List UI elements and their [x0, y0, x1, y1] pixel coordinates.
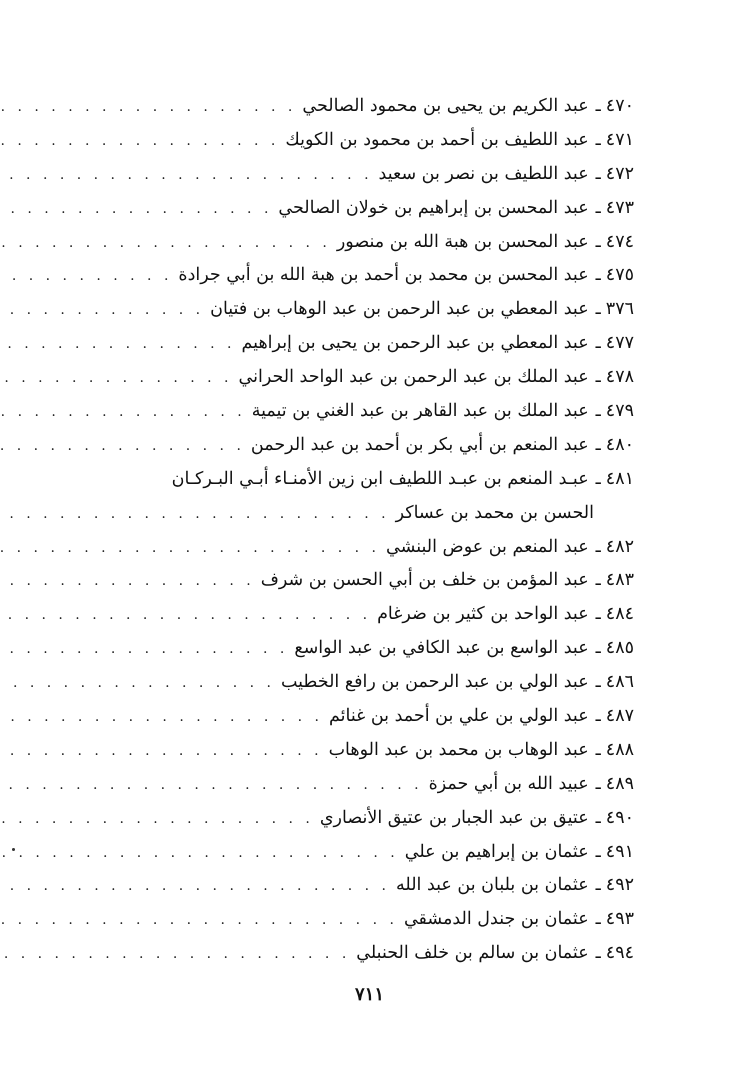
toc-entry — [112, 836, 634, 870]
toc-entry — [112, 768, 634, 802]
dot-leader — [0, 227, 331, 261]
dot-leader — [0, 870, 390, 904]
entry-title: عبد الملك بن عبد الرحمن بن عبد الواحد الحراني — [238, 367, 589, 388]
entry-number: ٤٨٧ — [605, 706, 634, 727]
toc-entry — [112, 463, 634, 497]
entry-title: عبد اللطيف بن نصر بن سعيد — [378, 163, 589, 184]
entry-number: ٤٧٠ — [605, 96, 634, 116]
toc-entry — [112, 598, 634, 632]
entry-title: عثمان بن بلبان بن عبد الله — [396, 875, 589, 896]
entry-title: عبد المحسن بن محمد بن أحمد بن هبة الله بن أبي جرادة — [178, 265, 589, 286]
entry-title: عبد الواسع بن عبد الكافي بن عبد الواسع — [294, 638, 589, 659]
entry-title: عبـد المنعم بن عبـد اللطيف ابن زين الأمنـاء أبـي البـركـان — [171, 468, 589, 489]
dot-leader — [0, 430, 245, 464]
dot-leader — [0, 91, 296, 125]
entry-number: ٤٨٣ — [605, 570, 634, 591]
toc-entry — [112, 531, 634, 565]
entry-title: عثمان بن سالم بن خلف الحنبلي — [356, 943, 589, 964]
entry-number: ٤٨١ — [605, 468, 634, 489]
entry-number: ٤٧١ — [605, 129, 634, 150]
toc-entry — [112, 192, 634, 226]
entry-dash: ـ — [595, 875, 601, 896]
entry-number: ٤٨٦ — [605, 672, 634, 693]
dot-leader — [0, 837, 399, 871]
dot-leader — [0, 904, 398, 938]
dot-leader — [0, 125, 279, 159]
entry-dash: ـ — [595, 706, 601, 727]
entry-number: ٤٨٥ — [605, 638, 634, 659]
toc-entry — [112, 327, 634, 361]
toc-entry — [112, 158, 634, 192]
entry-title: عبد المحسن بن هبة الله بن منصور — [336, 231, 589, 252]
entry-dash: ـ — [595, 401, 601, 422]
entry-number: ٤٩٤ — [605, 943, 634, 964]
entry-title: عثمان بن جندل الدمشقي — [403, 909, 589, 930]
dot-leader — [0, 735, 323, 769]
entry-number: ٤٧٢ — [605, 163, 634, 184]
entry-dash: ـ — [595, 231, 601, 252]
toc-entry — [112, 395, 634, 429]
entry-title: عبد المنعم بن أبي بكر بن أحمد بن عبد الرحمن — [250, 434, 589, 455]
entry-number: ٤٧٩ — [605, 401, 634, 422]
dot-leader — [0, 193, 272, 227]
entry-number: ٤٧٧ — [605, 333, 634, 354]
entry-dash: ـ — [595, 197, 601, 218]
toc-entry — [112, 293, 634, 327]
toc-entry — [112, 869, 634, 903]
entry-title: عبد الواحد بن كثير بن ضرغام — [377, 604, 589, 625]
dot-leader — [0, 159, 373, 193]
entry-dash: ـ — [595, 333, 601, 354]
entry-number: ٤٨٢ — [605, 536, 634, 557]
entry-dash: ـ — [595, 265, 601, 286]
toc-entry — [112, 226, 634, 260]
entry-dash: ـ — [595, 163, 601, 184]
entry-title: عبد الملك بن عبد القاهر بن عبد الغني بن تيمية — [251, 401, 589, 422]
entry-dash: ـ — [595, 807, 601, 828]
entry-dash: ـ — [595, 672, 601, 693]
entry-number: ٤٧٣ — [605, 197, 634, 218]
entry-title-continuation: الحسن بن محمد بن عساكر — [395, 502, 594, 523]
dot-leader — [0, 565, 255, 599]
entry-number: ٤٧٥ — [605, 265, 634, 286]
dot-leader — [0, 701, 323, 735]
toc-entry-continuation — [112, 497, 634, 531]
dot-leader — [0, 328, 236, 362]
dot-leader — [0, 498, 390, 532]
entry-dash: ـ — [595, 468, 601, 489]
entry-number: ٤٨٤ — [605, 604, 634, 625]
dot-leader — [0, 532, 380, 566]
entry-number: ٤٩٣ — [605, 909, 634, 930]
entry-number: ٤٩١ — [605, 841, 634, 862]
toc-entry — [112, 124, 634, 158]
dot-leader — [0, 362, 233, 396]
entry-title: عبد المنعم بن عوض البنشي — [386, 536, 589, 557]
entry-dash: ـ — [595, 129, 601, 150]
toc-entry — [112, 564, 634, 598]
toc-entry — [112, 429, 634, 463]
dot-leader — [0, 667, 275, 701]
toc-entry — [112, 361, 634, 395]
entry-number: ٤٨٩ — [605, 773, 634, 794]
table-of-contents — [112, 90, 634, 971]
entry-title: عبيد الله بن أبي حمزة — [428, 773, 589, 794]
entry-dash: ـ — [595, 604, 601, 625]
entry-dash: ـ — [595, 536, 601, 557]
entry-dash: ـ — [595, 434, 601, 455]
dot-leader — [0, 938, 350, 972]
entry-dash: ـ — [595, 909, 601, 930]
toc-entry — [112, 937, 634, 971]
toc-entry — [112, 700, 634, 734]
entry-dash: ـ — [595, 739, 601, 760]
scan-speck — [12, 848, 15, 851]
entry-number: ٤٨٠ — [605, 434, 634, 455]
entry-dash: ـ — [595, 638, 601, 659]
dot-leader — [0, 599, 371, 633]
entry-dash: ـ — [595, 367, 601, 388]
entry-dash: ـ — [595, 299, 601, 320]
page-number: ٧١١ — [354, 984, 384, 1005]
entry-title: عبد الكريم بن يحيى بن محمود الصالحي — [302, 96, 589, 116]
entry-number: ٤٨٨ — [605, 739, 634, 760]
entry-number: ٤٩٢ — [605, 875, 634, 896]
toc-entry — [112, 903, 634, 937]
entry-number: ٤٩٠ — [605, 807, 634, 828]
entry-number: ٤٧٨ — [605, 367, 634, 388]
entry-title: عبد المعطي بن عبد الرحمن بن عبد الوهاب بن فتيان — [210, 299, 589, 320]
toc-entry — [112, 666, 634, 700]
dot-leader — [0, 294, 204, 328]
toc-entry — [112, 632, 634, 666]
entry-title: عبد الوهاب بن محمد بن عبد الوهاب — [328, 739, 589, 760]
dot-leader — [0, 260, 172, 294]
entry-dash: ـ — [595, 841, 601, 862]
toc-entry — [112, 259, 634, 293]
entry-dash: ـ — [595, 773, 601, 794]
entry-number: ٣٧٦ — [605, 299, 634, 320]
entry-title: عثمان بن إبراهيم بن علي — [404, 841, 589, 862]
entry-dash: ـ — [595, 943, 601, 964]
entry-title: عبد الولي بن علي بن أحمد بن غنائم — [328, 706, 589, 727]
entry-title: عبد المؤمن بن خلف بن أبي الحسن بن شرف — [260, 570, 589, 591]
entry-number: ٤٧٤ — [605, 231, 634, 252]
dot-leader — [0, 396, 246, 430]
dot-leader — [0, 769, 423, 803]
entry-title: عبد الولي بن عبد الرحمن بن رافع الخطيب — [280, 672, 589, 693]
dot-leader — [0, 803, 314, 837]
entry-dash: ـ — [595, 570, 601, 591]
toc-entry — [112, 90, 634, 124]
entry-dash: ـ — [595, 96, 601, 116]
entry-title: عبد اللطيف بن أحمد بن محمود بن الكويك — [285, 129, 589, 150]
entry-title: عتيق بن عبد الجبار بن عتيق الأنصاري — [319, 807, 589, 828]
toc-entry — [112, 802, 634, 836]
dot-leader — [0, 633, 288, 667]
entry-title: عبد المحسن بن إبراهيم بن خولان الصالحي — [278, 197, 589, 218]
toc-entry — [112, 734, 634, 768]
entry-title: عبد المعطي بن عبد الرحمن بن يحيى بن إبراهيم — [241, 333, 589, 354]
